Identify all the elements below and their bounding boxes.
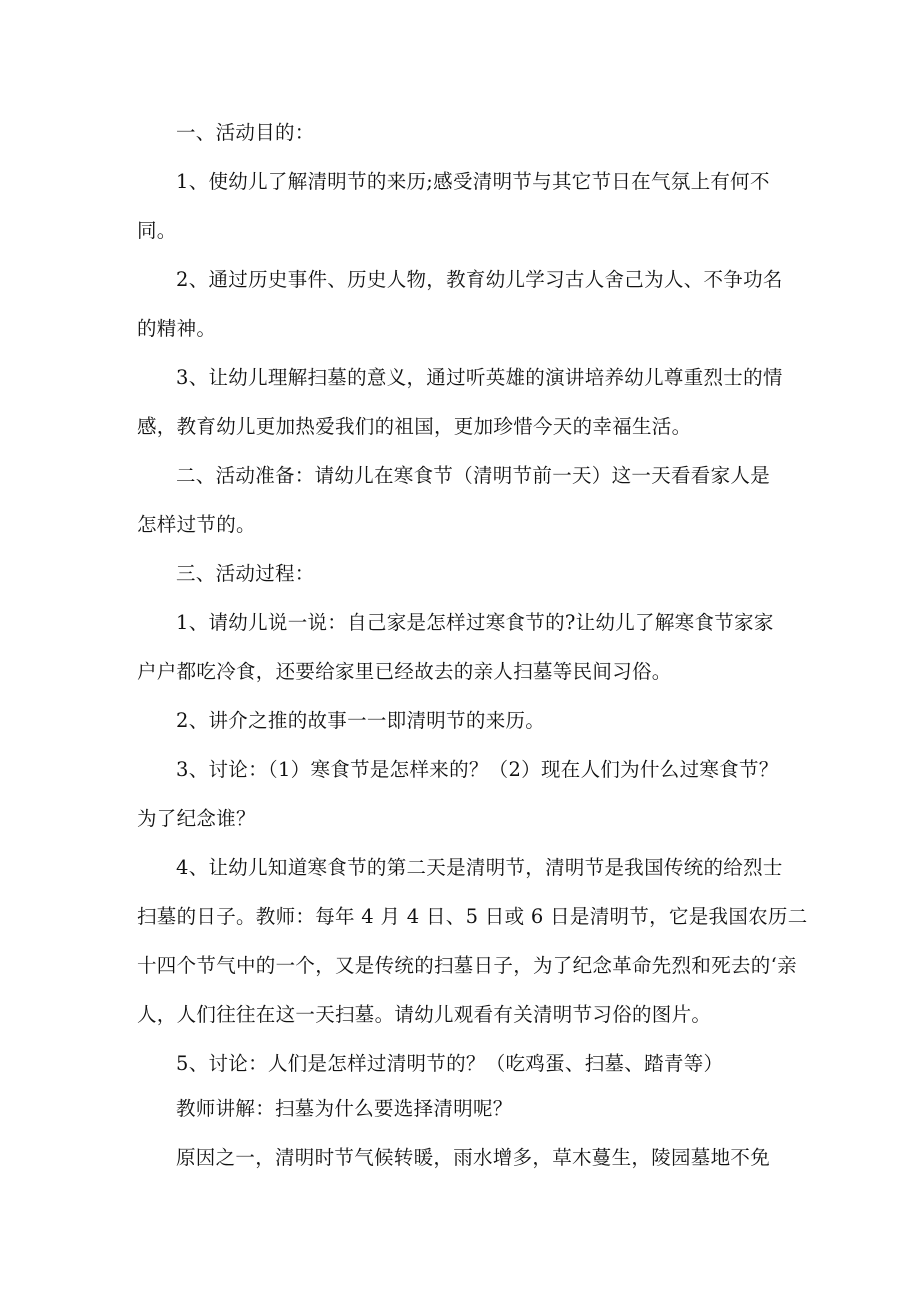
paragraph-line: 3、让幼儿理解扫墓的意义，通过听英雄的演讲培养幼儿尊重烈士的情 [176, 366, 783, 389]
paragraph-line: 2、讲介之推的故事一一即清明节的来历。 [176, 709, 546, 732]
paragraph-line: 同。 [137, 219, 177, 242]
paragraph-line: 怎样过节的。 [137, 513, 256, 536]
paragraph-line: 十四个节气中的一个，又是传统的扫墓日子，为了纪念革命先烈和死去的‘亲 [137, 954, 797, 977]
paragraph-line: 原因之一，清明时节气候转暖，雨水增多，草木蔓生，陵园墓地不免 [176, 1146, 771, 1169]
paragraph-line: 户户都吃冷食，还要给家里已经故去的亲人扫墓等民间习俗。 [137, 660, 672, 683]
paragraph-line: 的精神。 [137, 317, 217, 340]
section-heading-preparation: 二、活动准备：请幼儿在寒食节（清明节前一天）这一天看看家人是 [176, 464, 771, 487]
paragraph-line: 1、请幼儿说一说：自己家是怎样过寒食节的?让幼儿了解寒食节家家 [176, 611, 774, 634]
paragraph-line: 3、讨论：（1）寒食节是怎样来的？（2）现在人们为什么过寒食节？ [176, 758, 779, 781]
section-heading-process: 三、活动过程： [176, 562, 315, 585]
paragraph-line: 2、通过历史事件、历史人物，教育幼儿学习古人舍己为人、不争功名 [176, 268, 783, 291]
paragraph-line: 4、让幼儿知道寒食节的第二天是清明节，清明节是我国传统的给烈士 [176, 856, 783, 879]
paragraph-line: 为了纪念谁？ [137, 807, 256, 830]
paragraph-line: 人，人们往往在这一天扫墓。请幼儿观看有关清明节习俗的图片。 [137, 1003, 712, 1026]
paragraph-line: 5、讨论：人们是怎样过清明节的？（吃鸡蛋、扫墓、踏青等） [176, 1052, 724, 1075]
paragraph-line: 教师讲解：扫墓为什么要选择清明呢？ [176, 1097, 513, 1120]
paragraph-line: 1、使幼儿了解清明节的来历;感受清明节与其它节日在气氛上有何不 [176, 170, 770, 193]
paragraph-line: 感，教育幼儿更加热爱我们的祖国，更加珍惜今天的幸福生活。 [137, 415, 692, 438]
paragraph-line: 扫墓的日子。教师：每年 4 月 4 日、5 日或 6 日是清明节，它是我国农历二 [137, 905, 808, 928]
section-heading-goals: 一、活动目的： [176, 121, 315, 144]
